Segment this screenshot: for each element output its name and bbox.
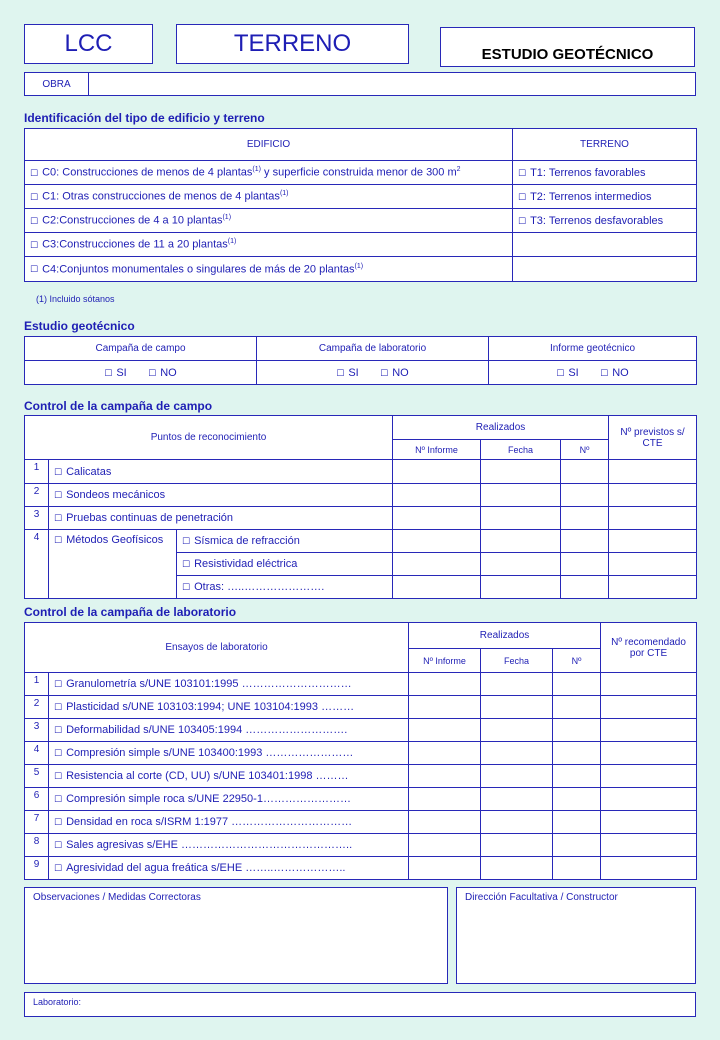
cell[interactable] [553, 742, 601, 765]
checkbox-icon[interactable]: ☐ [518, 191, 527, 202]
row-number: 4 [25, 530, 49, 599]
ensayo-row[interactable]: ☐ Sales agresivas s/EHE ……………………………………….. [49, 834, 409, 857]
cell[interactable] [561, 553, 609, 576]
ensayo-row[interactable]: ☐ Deformabilidad s/UNE 103405:1994 ………………………. [49, 719, 409, 742]
cell[interactable] [393, 553, 481, 576]
geofisico-otras[interactable]: ☐ Otras: …..…………………. [177, 576, 393, 599]
cell[interactable] [409, 742, 481, 765]
cell[interactable] [601, 696, 697, 719]
col-realizados: Realizados [409, 623, 601, 649]
checkbox-icon[interactable]: ☐ [182, 536, 191, 546]
row-number: 5 [25, 765, 49, 788]
laboratorio-box[interactable] [24, 992, 696, 1017]
row-number: 7 [25, 811, 49, 834]
campo-title: Control de la campaña de campo [24, 399, 213, 413]
row-number: 8 [25, 834, 49, 857]
cell[interactable] [609, 484, 697, 507]
checkbox-icon[interactable]: ☐ [54, 702, 63, 712]
cell[interactable] [481, 857, 553, 880]
obra-row [24, 72, 696, 96]
cell[interactable] [393, 460, 481, 484]
cell[interactable] [553, 765, 601, 788]
col-ensayos: Ensayos de laboratorio [25, 623, 409, 673]
checkbox-no[interactable]: ☐ [600, 367, 609, 378]
cell[interactable] [609, 460, 697, 484]
sub-informe: Nº Informe [393, 440, 481, 460]
campo-row-geofisicos[interactable]: ☐ Métodos Geofísicos [49, 530, 177, 599]
direccion-box[interactable] [456, 887, 696, 984]
terreno-empty [513, 257, 697, 282]
checkbox-icon[interactable]: ☐ [54, 748, 63, 758]
ensayo-row[interactable]: ☐ Plasticidad s/UNE 103103:1994; UNE 103104:1993 ……… [49, 696, 409, 719]
cell[interactable] [393, 484, 481, 507]
cell[interactable] [481, 719, 553, 742]
ensayo-row[interactable]: ☐ Resistencia al corte (CD, UU) s/UNE 103401:1998 ……… [49, 765, 409, 788]
campo-row-sondeos[interactable]: ☐ Sondeos mecánicos [49, 484, 393, 507]
terreno-t2[interactable]: ☐ T2: Terrenos intermedios [513, 185, 697, 209]
laboratorio-si-no: ☐ SI ☐ NO [257, 361, 489, 385]
identificacion-note: (1) Incluido sótanos [36, 294, 115, 304]
ensayo-row[interactable]: ☐ Compresión simple s/UNE 103400:1993 …………………… [49, 742, 409, 765]
cell[interactable] [409, 857, 481, 880]
observaciones-box[interactable] [24, 887, 448, 984]
cell[interactable] [601, 742, 697, 765]
col-informe-geotecnico: Informe geotécnico [489, 337, 697, 361]
col-edificio: EDIFICIO [25, 129, 513, 161]
campo-row-pruebas[interactable]: ☐ Pruebas continuas de penetración [49, 507, 393, 530]
checkbox-icon[interactable]: ☐ [54, 490, 63, 500]
cell[interactable] [409, 673, 481, 696]
cell[interactable] [609, 553, 697, 576]
cell[interactable] [409, 788, 481, 811]
checkbox-icon[interactable]: ☐ [54, 679, 63, 689]
identificacion-title: Identificación del tipo de edificio y terreno [24, 111, 265, 125]
cell[interactable] [553, 811, 601, 834]
estudio-title: ESTUDIO GEOTÉCNICO [481, 45, 654, 63]
cell[interactable] [481, 484, 561, 507]
row-number: 2 [25, 484, 49, 507]
cell[interactable] [553, 857, 601, 880]
edificio-c3[interactable]: ☐ C3:Construcciones de 11 a 20 plantas$^{(1)}$ [25, 233, 513, 257]
cell[interactable] [561, 576, 609, 599]
cell[interactable] [553, 788, 601, 811]
row-number: 3 [25, 719, 49, 742]
estudio-title: Estudio geotécnico [24, 319, 135, 333]
edificio-c1[interactable]: ☐ C1: Otras construcciones de menos de 4 plantas$^{(1)}$ [25, 185, 513, 209]
cell[interactable] [601, 673, 697, 696]
cell[interactable] [393, 576, 481, 599]
terreno-title-box [176, 24, 409, 64]
informe-si-no: ☐ SI ☐ NO [489, 361, 697, 385]
col-terreno: TERRENO [513, 129, 697, 161]
cell[interactable] [601, 765, 697, 788]
checkbox-icon[interactable]: ☐ [54, 725, 63, 735]
terreno-t1[interactable]: ☐ T1: Terrenos favorables [513, 161, 697, 185]
ensayo-row[interactable]: ☐ Densidad en roca s/ISRM 1:1977 …………………………… [49, 811, 409, 834]
cell[interactable] [601, 811, 697, 834]
cell[interactable] [561, 460, 609, 484]
cell[interactable] [481, 507, 561, 530]
checkbox-icon[interactable]: ☐ [54, 535, 63, 545]
col-campana-campo: Campaña de campo [25, 337, 257, 361]
checkbox-icon[interactable]: ☐ [30, 264, 39, 275]
row-number: 9 [25, 857, 49, 880]
checkbox-no[interactable]: ☐ [380, 367, 389, 378]
observaciones-label: Observaciones / Medidas Correctoras [33, 892, 201, 903]
sub-fecha: Fecha [481, 440, 561, 460]
laboratorio-title: Control de la campaña de laboratorio [24, 605, 237, 619]
checkbox-si[interactable]: ☐ [104, 367, 113, 378]
campo-row-calicatas[interactable]: ☐ Calicatas [49, 460, 393, 484]
col-puntos: Puntos de reconocimiento [25, 416, 393, 460]
cell[interactable] [561, 484, 609, 507]
checkbox-no[interactable]: ☐ [148, 367, 157, 378]
checkbox-icon[interactable]: ☐ [54, 513, 63, 523]
cell[interactable] [409, 696, 481, 719]
col-previstos: Nº previstos s/ CTE [609, 416, 697, 460]
cell[interactable] [561, 507, 609, 530]
terreno-t3[interactable]: ☐ T3: Terrenos desfavorables [513, 209, 697, 233]
row-number: 1 [25, 673, 49, 696]
row-number: 1 [25, 460, 49, 484]
checkbox-icon[interactable]: ☐ [30, 191, 39, 202]
checkbox-icon[interactable]: ☐ [30, 215, 39, 226]
cell[interactable] [609, 507, 697, 530]
estudio-table [24, 336, 697, 385]
edificio-c4[interactable]: ☐ C4:Conjuntos monumentales o singulares de más de 20 plantas$^{(1)}$ [25, 257, 513, 282]
checkbox-icon[interactable]: ☐ [54, 840, 63, 850]
ensayo-row[interactable]: ☐ Granulometría s/UNE 103101:1995 ………………………… [49, 673, 409, 696]
cell[interactable] [481, 460, 561, 484]
checkbox-icon[interactable]: ☐ [30, 239, 39, 250]
campo-si-no: ☐ SI ☐ NO [25, 361, 257, 385]
cell[interactable] [601, 857, 697, 880]
cell[interactable] [481, 811, 553, 834]
checkbox-icon[interactable]: ☐ [54, 794, 63, 804]
edificio-c2[interactable]: ☐ C2:Construcciones de 4 a 10 plantas$^{(1)}$ [25, 209, 513, 233]
checkbox-icon[interactable]: ☐ [182, 559, 191, 569]
checkbox-si[interactable]: ☐ [336, 367, 345, 378]
checkbox-icon[interactable]: ☐ [30, 167, 39, 178]
cell[interactable] [481, 788, 553, 811]
checkbox-icon[interactable]: ☐ [54, 863, 63, 873]
col-campana-laboratorio: Campaña de laboratorio [257, 337, 489, 361]
cell[interactable] [481, 530, 561, 553]
direccion-label: Dirección Facultativa / Constructor [465, 892, 618, 903]
cell[interactable] [481, 576, 561, 599]
cell[interactable] [393, 530, 481, 553]
checkbox-icon[interactable]: ☐ [54, 466, 63, 477]
cell[interactable] [481, 765, 553, 788]
checkbox-icon[interactable]: ☐ [182, 582, 191, 592]
cell[interactable] [553, 719, 601, 742]
cell[interactable] [553, 834, 601, 857]
cell[interactable] [409, 834, 481, 857]
cell[interactable] [409, 719, 481, 742]
cell[interactable] [553, 696, 601, 719]
terreno-title: TERRENO [233, 30, 352, 57]
row-number: 3 [25, 507, 49, 530]
identificacion-table [24, 128, 697, 282]
cell[interactable] [481, 553, 561, 576]
lcc-title-box [24, 24, 153, 64]
sub-fecha: Fecha [481, 649, 553, 673]
estudio-title-box [440, 27, 695, 67]
cell[interactable] [409, 765, 481, 788]
col-realizados: Realizados [393, 416, 609, 440]
checkbox-icon[interactable]: ☐ [54, 817, 63, 827]
ensayo-row[interactable]: ☐ Agresividad del agua freática s/EHE ……..……………….. [49, 857, 409, 880]
checkbox-si[interactable]: ☐ [556, 367, 565, 378]
geofisico-resistividad[interactable]: ☐ Resistividad eléctrica [177, 553, 393, 576]
obra-label: OBRA [25, 73, 89, 95]
cell[interactable] [609, 576, 697, 599]
cell[interactable] [393, 507, 481, 530]
cell[interactable] [553, 673, 601, 696]
sub-numero: Nº [561, 440, 609, 460]
sub-numero: Nº [553, 649, 601, 673]
checkbox-icon[interactable]: ☐ [518, 167, 527, 178]
row-number: 6 [25, 788, 49, 811]
cell[interactable] [601, 788, 697, 811]
campo-table [24, 415, 697, 599]
cell[interactable] [561, 530, 609, 553]
cell[interactable] [601, 719, 697, 742]
col-recomendado: Nº recomendado por CTE [601, 623, 697, 673]
cell[interactable] [481, 696, 553, 719]
cell[interactable] [481, 742, 553, 765]
row-number: 2 [25, 696, 49, 719]
cell[interactable] [481, 834, 553, 857]
laboratorio-table [24, 622, 697, 880]
terreno-empty [513, 233, 697, 257]
cell[interactable] [609, 530, 697, 553]
checkbox-icon[interactable]: ☐ [518, 215, 527, 226]
cell[interactable] [481, 673, 553, 696]
edificio-c0[interactable]: ☐ C0: Construcciones de menos de 4 plantas$^{(1)}$ y superficie construida menor de 300 $m^2$ [25, 161, 513, 185]
geofisico-sismica[interactable]: ☐ Sísmica de refracción [177, 530, 393, 553]
row-number: 4 [25, 742, 49, 765]
sub-informe: Nº Informe [409, 649, 481, 673]
cell[interactable] [409, 811, 481, 834]
cell[interactable] [601, 834, 697, 857]
obra-field[interactable] [89, 73, 695, 95]
checkbox-icon[interactable]: ☐ [54, 771, 63, 781]
ensayo-row[interactable]: ☐ Compresión simple roca s/UNE 22950-1…………………… [49, 788, 409, 811]
lcc-title: LCC [64, 30, 113, 57]
laboratorio-label: Laboratorio: [33, 997, 82, 1007]
